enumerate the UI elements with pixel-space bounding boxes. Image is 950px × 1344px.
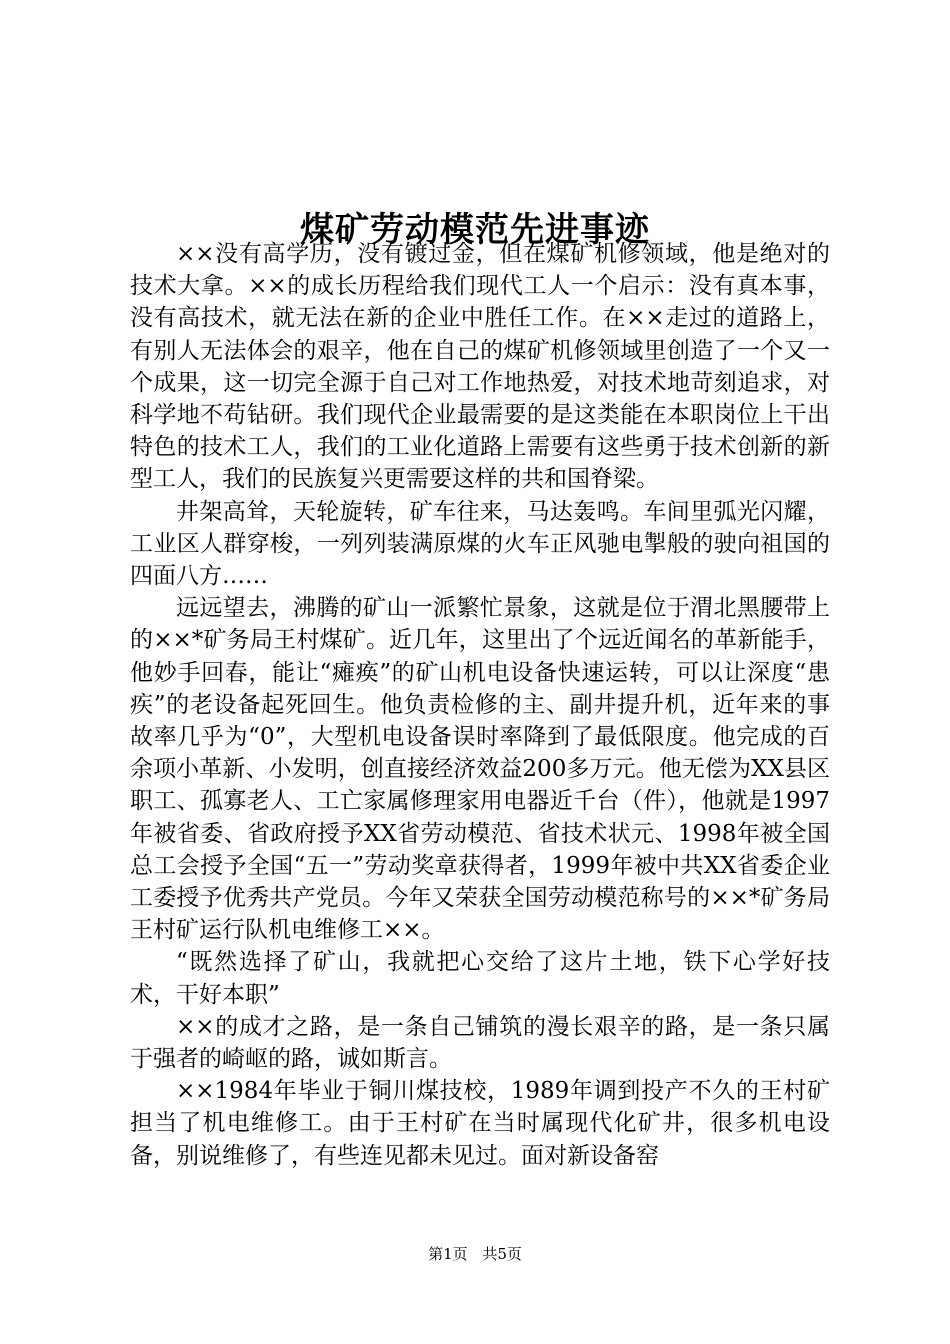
paragraph: 远远望去，沸腾的矿山一派繁忙景象，这就是位于渭北黑腰带上的××*矿务局王村煤矿。近几年，这里出了个远近闻名的革新能手，他妙手回春，能让“瘫痪”的矿山机电设备快速运转，可以让深度“患疾”的老设备起死回生。他负责检修的主、副井提升机，近年来的事故率几乎为“0”，大型机电设备误时率降到了最低限度。他完成的百余项小革新、小发明，创直接经济效益200多万元。他无偿为XX县区职工、孤寡老人、工亡家属修理家用电器近千台（件），他就是1997年被省委、省政府授予XX省劳动模范、省技术状元、1998年被全国总工会授予全国“五一”劳动奖章获得者，1999年被中共XX省委企业工委授予优秀共产党员。今年又荣获全国劳动模范称号的××*矿务局王村矿运行队机电维修工××。 xyxy=(130,595,830,944)
paragraph: ××的成才之路，是一条自己铺筑的漫长艰辛的路，是一条只属于强者的崎岖的路，诚如斯言。 xyxy=(130,1013,830,1073)
page-footer xyxy=(0,1242,950,1266)
paragraph: ××1984年毕业于铜川煤技校，1989年调到投产不久的王村矿担当了机电维修工。由于王村矿在当时属现代化矿井，很多机电设备，别说维修了，有些连见都未见过。面对新设备窑 xyxy=(130,1078,830,1169)
paragraph: 井架高耸，天轮旋转，矿车往来，马达轰鸣。车间里弧光闪耀，工业区人群穿梭，一列列装满原煤的火车正风驰电掣般的驶向祖国的四面八方…… xyxy=(130,498,830,590)
page-total: 共5页 xyxy=(482,1245,522,1263)
page-number: 第1页 xyxy=(428,1245,468,1263)
paragraph: ××没有高学历，没有镀过金，但在煤矿机修领域，他是绝对的技术大拿。××的成长历程给我们现代工人一个启示：没有真本事，没有高技术，就无法在新的企业中胜任工作。在××走过的道路上，有别人无法体会的艰辛，他在自己的煤矿机修领域里创造了一个又一个成果，这一切完全源于自己对工作地热爱，对技术地苛刻追求，对科学地不苟钻研。我们现代企业最需要的是这类能在本职岗位上干出特色的技术工人，我们的工业化道路上需要有这些勇于技术创新的新型工人，我们的民族复兴更需要这样的共和国脊梁。 xyxy=(130,241,830,493)
paragraph: “既然选择了矿山，我就把心交给了这片土地，铁下心学好技术，干好本职” xyxy=(130,949,830,1008)
document-body xyxy=(130,238,830,1172)
document-title: 煤矿劳动模范先进事迹 xyxy=(300,209,650,250)
